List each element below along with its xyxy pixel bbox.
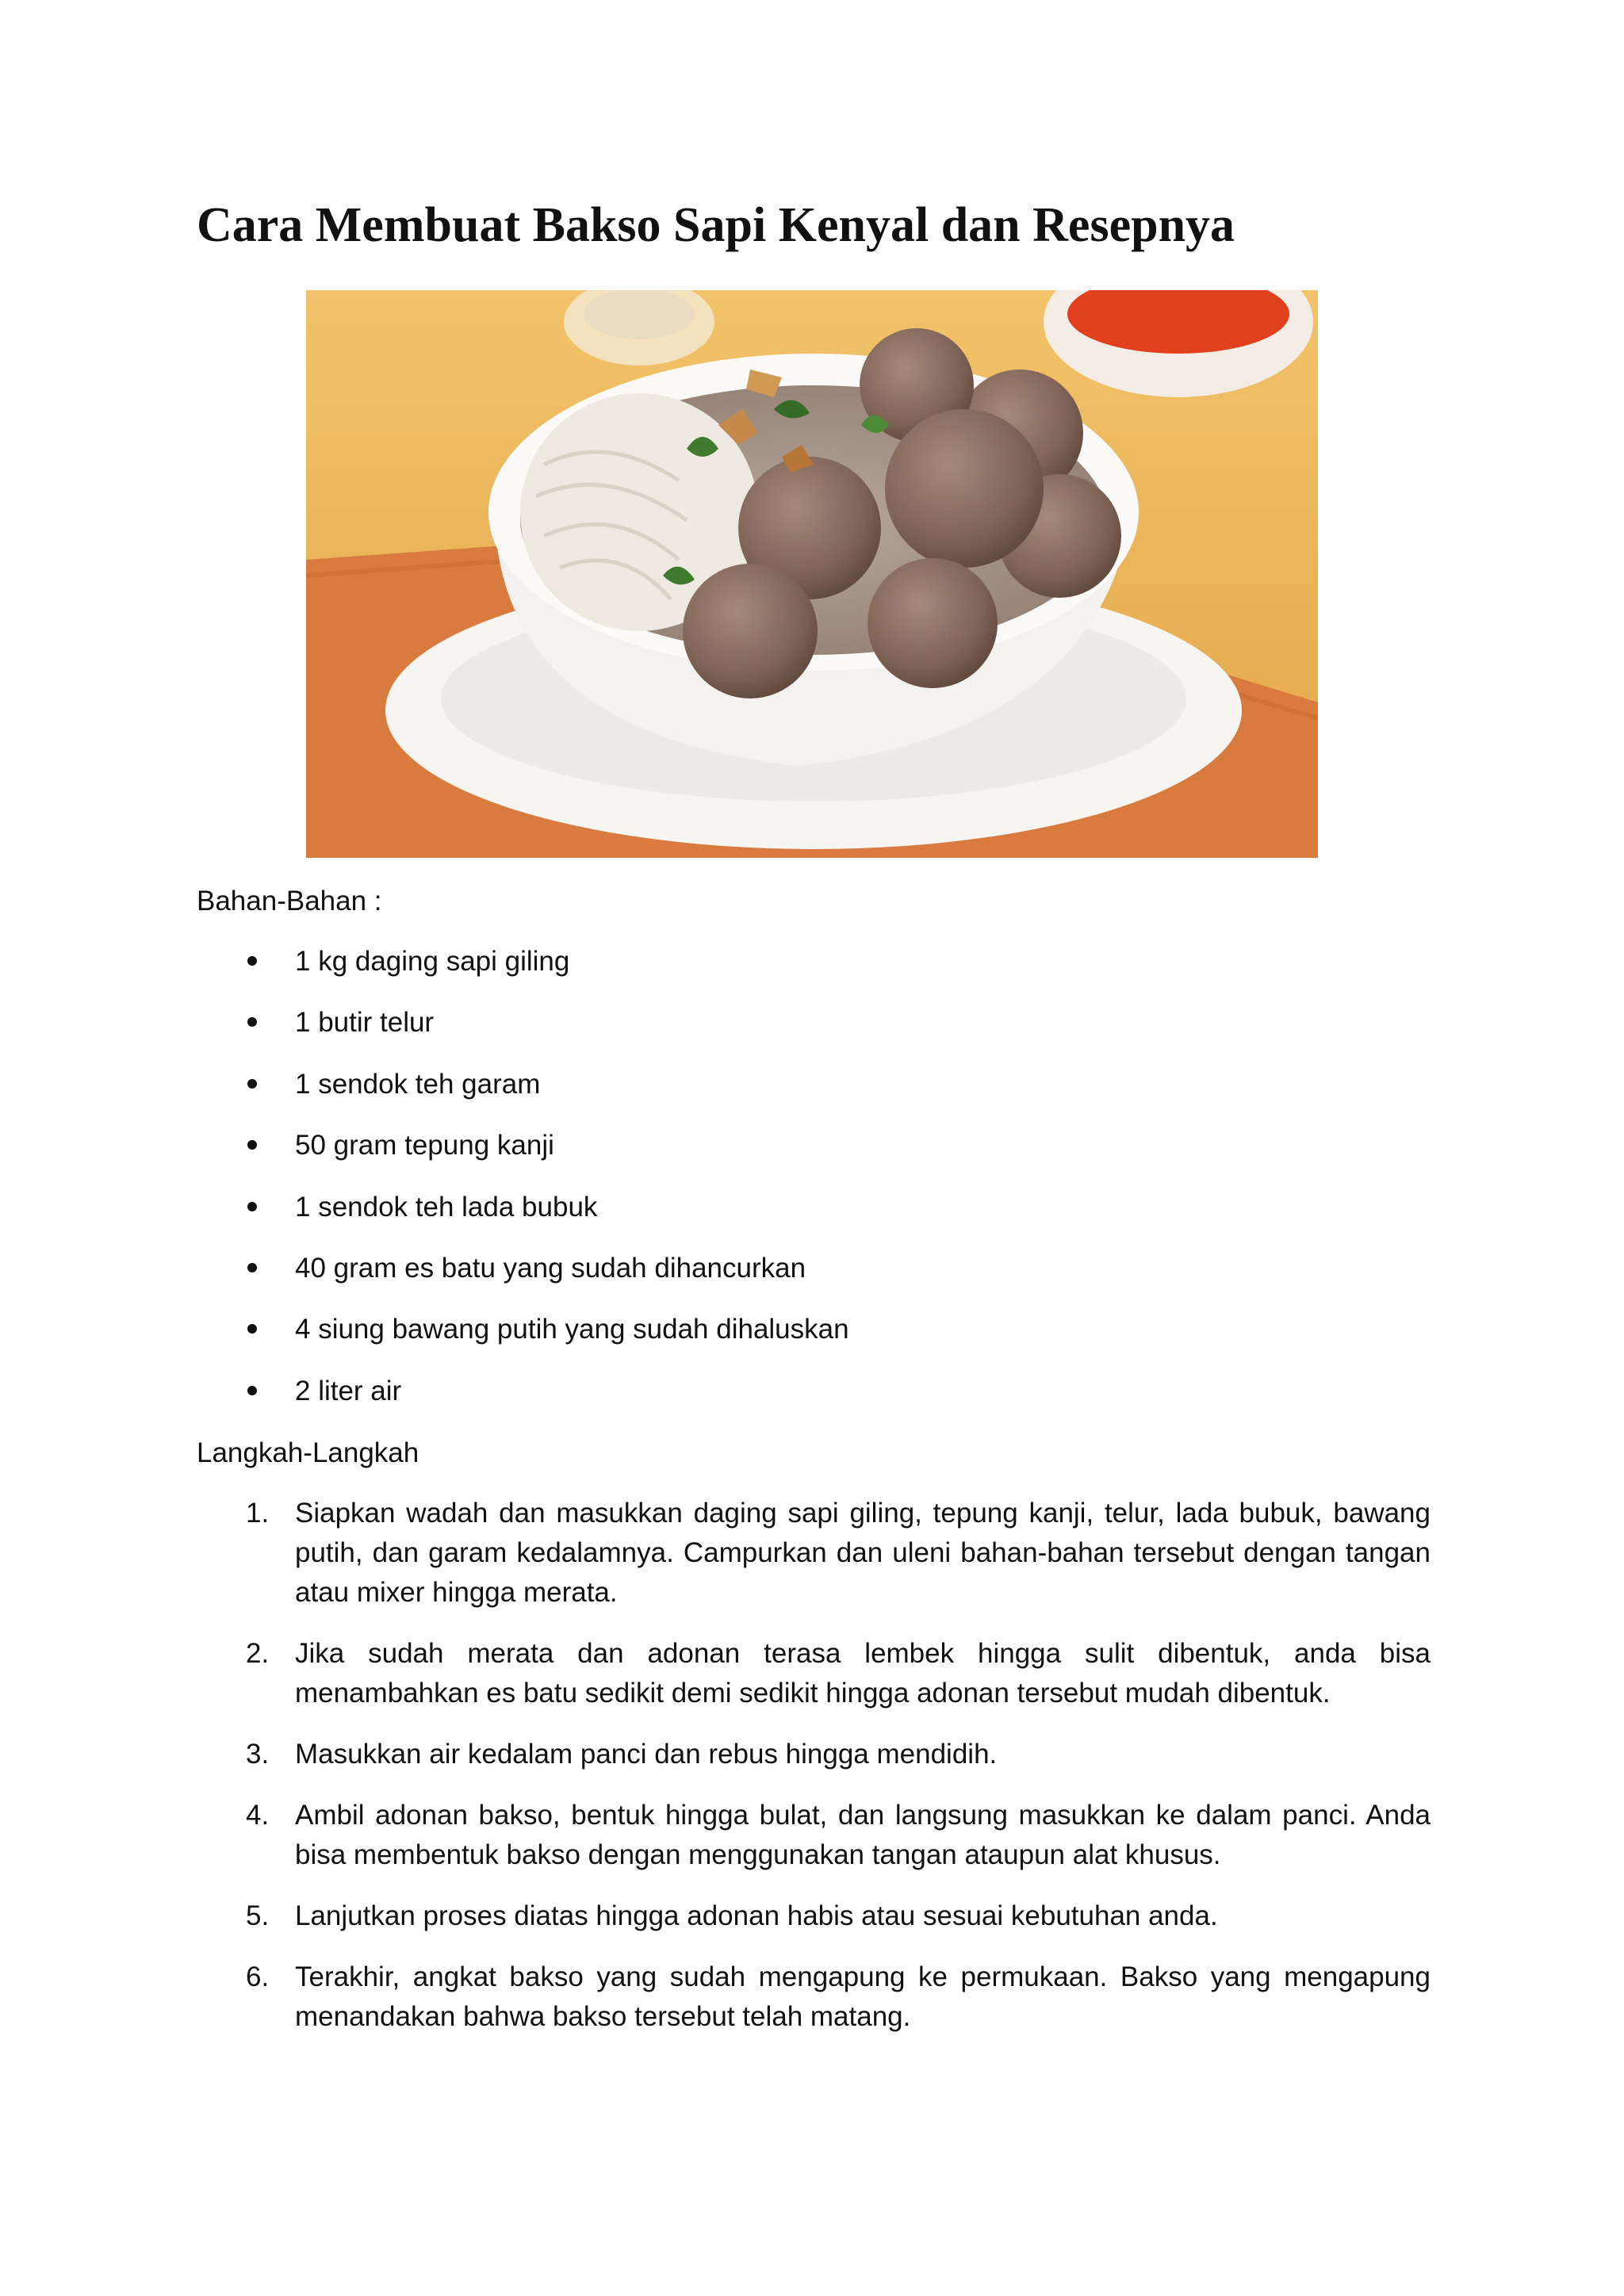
bullet-icon (247, 1263, 257, 1272)
list-item (197, 1065, 1434, 1126)
list-item (197, 1003, 1434, 1064)
steps-list (197, 1494, 1431, 2058)
step-text: Ambil adonan bakso, bentuk hingga bulat, dan langsung masukkan ke dalam panci. Anda bisa membentuk bakso dengan menggunakan tangan ataupun alat khusus. (295, 1800, 1431, 1870)
step-number: 1. (246, 1498, 270, 1529)
bullet-icon (247, 1324, 257, 1334)
ingredient-text: 1 kg daging sapi giling (295, 946, 570, 977)
step-item (197, 1957, 1431, 2037)
step-text: Lanjutkan proses diatas hingga adonan habis atau sesuai kebutuhan anda. (295, 1900, 1218, 1931)
bullet-icon (247, 1079, 257, 1089)
bakso-photo (306, 290, 1318, 858)
ingredients-heading: Bahan-Bahan : (197, 886, 382, 916)
bullet-icon (247, 1017, 257, 1027)
step-number: 6. (246, 1961, 270, 1992)
ingredient-text: 4 siung bawang putih yang sudah dihaluskan (295, 1314, 849, 1345)
step-item (197, 1896, 1431, 1936)
step-text: Siapkan wadah dan masukkan daging sapi giling, tepung kanji, telur, lada bubuk, bawang putih, dan garam kedalamnya. Campurkan dan uleni bahan-bahan tersebut dengan tangan atau mixer hingga merata. (295, 1498, 1431, 1608)
list-item (197, 1126, 1434, 1187)
bakso-illustration (306, 290, 1318, 858)
step-number: 5. (246, 1900, 270, 1931)
step-item (197, 1634, 1431, 1713)
step-number: 2. (246, 1638, 270, 1669)
steps-heading: Langkah-Langkah (197, 1437, 419, 1468)
step-item (197, 1735, 1431, 1774)
step-text: Masukkan air kedalam panci dan rebus hingga mendidih. (295, 1739, 998, 1770)
ingredient-text: 1 sendok teh garam (295, 1068, 541, 1100)
step-item (197, 1796, 1431, 1875)
step-number: 4. (246, 1800, 270, 1831)
bullet-icon (247, 1386, 257, 1395)
step-number: 3. (246, 1739, 270, 1770)
ingredient-text: 40 gram es batu yang sudah dihancurkan (295, 1252, 806, 1284)
list-item (197, 942, 1434, 1003)
ingredient-text: 50 gram tepung kanji (295, 1130, 554, 1161)
ingredient-text: 2 liter air (295, 1375, 402, 1406)
bullet-icon (247, 1140, 257, 1150)
bullet-icon (247, 1202, 257, 1211)
ingredient-text: 1 butir telur (295, 1007, 435, 1039)
ingredient-text: 1 sendok teh lada bubuk (295, 1191, 598, 1223)
list-item (197, 1249, 1434, 1310)
step-text: Terakhir, angkat bakso yang sudah mengapung ke permukaan. Bakso yang mengapung menandakan bahwa bakso tersebut telah matang. (295, 1961, 1431, 2032)
page-title: Cara Membuat Bakso Sapi Kenyal dan Resepnya (197, 198, 1235, 252)
list-item (197, 1188, 1434, 1249)
bullet-icon (247, 956, 257, 966)
ingredients-list (197, 942, 1434, 1433)
list-item (197, 1310, 1434, 1371)
step-text: Jika sudah merata dan adonan terasa lembek hingga sulit dibentuk, anda bisa menambahkan es batu sedikit demi sedikit hingga adonan tersebut mudah dibentuk. (295, 1638, 1431, 1709)
list-item (197, 1372, 1434, 1433)
step-item (197, 1494, 1431, 1613)
